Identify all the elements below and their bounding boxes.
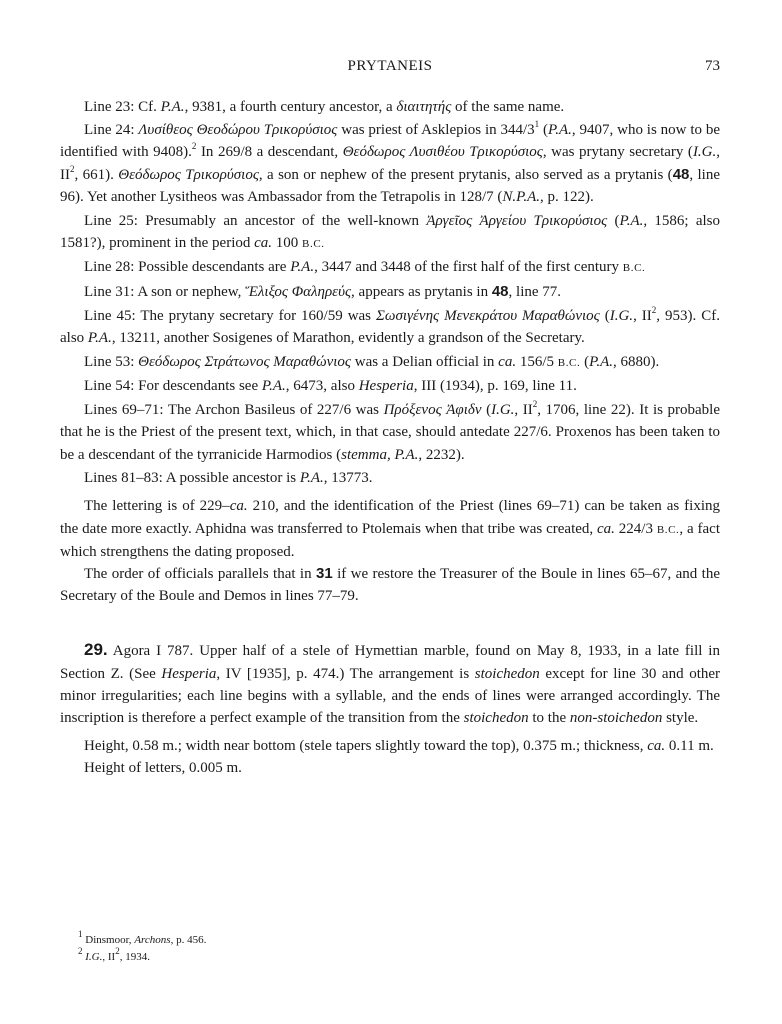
running-title: PRYTANEIS [347,58,433,74]
footnotes [78,929,718,966]
note-lines-81-83: Lines 81–83: A possible ancestor is P.A., 13773. [84,470,373,487]
footnote-2: $^2$ I.G., $II^2$, 1934. [78,946,150,963]
note-line-24: Line 24: Λυσίθεος Θεοδώρου Τρικορύσιος was priest of Asklepios in $344/3^1$ (P.A., 9407, who is now to be identified with 9408).$^2$ In 269/8 a descendant, Θεόδωρος Λυσιθέου Τρικορύσιος, was prytany secretary (I.G., $II^2$, 661). Θεόδωρος Τρικορύσιος, a son or nephew of the present prytanis, also served as a prytanis (48, line 96). Yet another Lysitheos was Ambassador from the Tetrapolis in 128/7 (N.P.A., p. 122). [60,119,721,205]
officials-paragraph: The order of officials parallels that in 31 if we restore the Treasurer of the Boule in lines 65–67, and the Secretary of the Boule and Demos in lines 77–79. [60,565,721,605]
entry-29: 29. Agora I 787. Upper half of a stele of Hymettian marble, found on May 8, 1933, in a late fill in Section Z. (See Hesperia, IV [1935], p. 474.) The arrangement is stoichedon except for line 30 and other minor irregularities; each line begins with a syllable, and the ends of lines were arranged accordingly. The inscription is therefore a perfect example of the transition from the stoichedon to the non-stoichedon style. [60,640,721,727]
note-line-53: Line 53: Θεόδωρος Στράτωνος Μαραθώνιος was a Delian official in ca. 156/5 B.C. (P.A., 6880). [84,353,660,370]
lettering-paragraph: The lettering is of 229–ca. 210, and the identification of the Priest (lines 69–71) can be taken as fixing the date more exactly. Aphidna was transferred to Ptolemais when that tribe was created, ca. 224/3 B.C., a fact which strengthens the dating proposed. [60,498,721,560]
footnote-ref-1: 1 [534,119,540,130]
note-line-45: Line 45: The prytany secretary for 160/59 was Σωσιγένης Μενεκράτου Μαραθώνιος (I.G., $II^2$, 953). Cf. also P.A., 13211, another Sosigenes of Marathon, evidently a grandson of the Secretary. [60,304,721,347]
note-lines-69-71: Lines 69–71: The Archon Basileus of 227/6 was Πρόξενος Ἀφιδν (I.G., $II^2$, 1706, line 22). It is probable that he is the Priest of the present text, which, in that case, should antedate 227/6. Proxenos has been taken to be a descendant of the tyrranicide Harmodios (stemma, P.A., 2232). [60,399,720,463]
running-head [60,58,720,80]
page [60,0,720,1024]
entry-number: 29. [84,640,108,660]
footnote-1: $^1$ Dinsmoor, Archons, p. 456. [78,929,207,946]
note-line-31: Line 31: A son or nephew, Ἕλιξος Φαληρεύς, appears as prytanis in 48, line 77. [84,283,562,301]
note-line-28: Line 28: Possible descendants are P.A., 3447 and 3448 of the first half of the first century B.C. [84,259,646,276]
note-line-23: Line 23: Cf. P.A., 9381, a fourth century ancestor, a διαιτητής of the same name. [84,98,565,115]
body-text [60,94,720,780]
letter-height-paragraph: Height of letters, 0.005 m. [84,760,242,777]
page-number: 73 [705,58,720,74]
dimensions-paragraph: Height, 0.58 m.; width near bottom (stele tapers slightly toward the top), 0.375 m.; thickness, ca. 0.11 m. [84,738,714,755]
note-line-25: Line 25: Presumably an ancestor of the well-known Ἀργεῖος Ἀργείου Τρικορύσιος (P.A., 1586; also 1581?), prominent in the period ca. 100 B.C. [60,212,721,251]
footnote-ref-2: 2 [191,141,197,152]
note-line-54: Line 54: For descendants see P.A., 6473, also Hesperia, III (1934), p. 169, line 11. [84,378,577,395]
